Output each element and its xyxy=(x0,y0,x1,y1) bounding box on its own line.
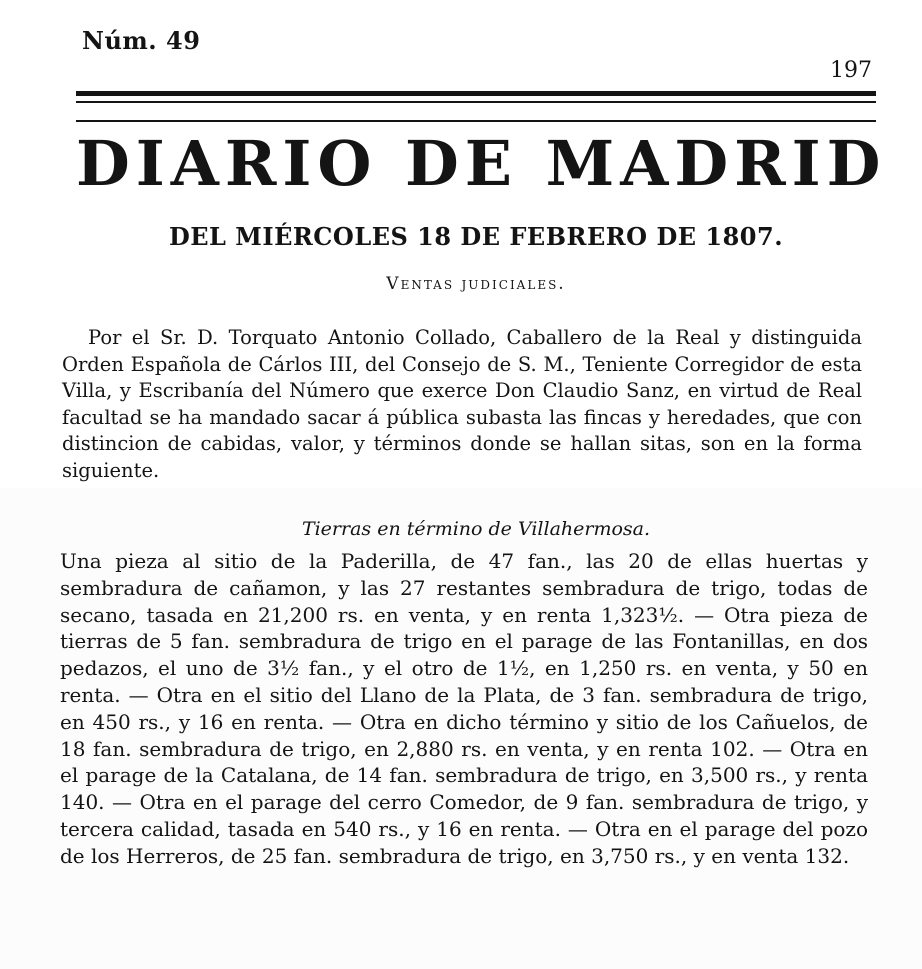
masthead-rule-lower xyxy=(76,120,876,122)
intro-paragraph: Por el Sr. D. Torquato Antonio Collado, Caballero de la Real y distinguida Orden Española de Cárlos III, del Consejo de S. M., Teniente Corregidor de esta Villa, y Escribanía del Número que exerce Don Claudio Sanz, en virtud de Real facultad se ha mandado sacar á pública subasta las fincas y heredades, que con distincion de cabidas, valor, y términos donde se hallan sitas, son en la forma siguiente. xyxy=(62,326,862,482)
subsection-heading: Tierras en término de Villahermosa. xyxy=(301,518,651,540)
page-number: 197 xyxy=(830,58,872,83)
dateline: DEL MIÉRCOLES 18 DE FEBRERO DE 1807. xyxy=(168,222,784,251)
listing-paragraph: Una pieza al sitio de la Paderilla, de 47 fan., las 20 de ellas huertas y sembradura de cañamon, y las 27 restantes sembradura de trigo, todas de secano, tasada en 21,200 rs. en venta, y en renta 1,323½. — Otra pieza de tierras de 5 fan. sembradura de trigo en el parage de las Fontanillas, en dos pedazos, el uno de 3½ fan., y el otro de 1½, en 1,250 rs. en venta, y 50 en renta. — Otra en el sitio del Llano de la Plata, de 3 fan. sembradura de trigo, en 450 rs., y 16 en renta. — Otra en dicho término y sitio de los Cañuelos, de 18 fan. sembradura de trigo, en 2,880 rs. en venta, y en renta 102. — Otra en el parage de la Catalana, de 14 fan. sembradura de trigo, en 3,500 rs., y renta 140. — Otra en el parage del cerro Comedor, de 9 fan. sembradura de trigo, y tercera calidad, tasada en 540 rs., y 16 en renta. — Otra en el parage del pozo de los Herreros, de 25 fan. sembradura de trigo, en 3,750 rs., y en venta 132. xyxy=(60,549,868,868)
masthead-rule-thin xyxy=(76,101,876,103)
section-heading: Ventas judiciales. xyxy=(386,274,566,294)
masthead-title: DIARIO DE MADRID xyxy=(76,127,887,200)
masthead-rule-thick xyxy=(76,91,876,96)
issue-number: Núm. 49 xyxy=(82,26,201,55)
